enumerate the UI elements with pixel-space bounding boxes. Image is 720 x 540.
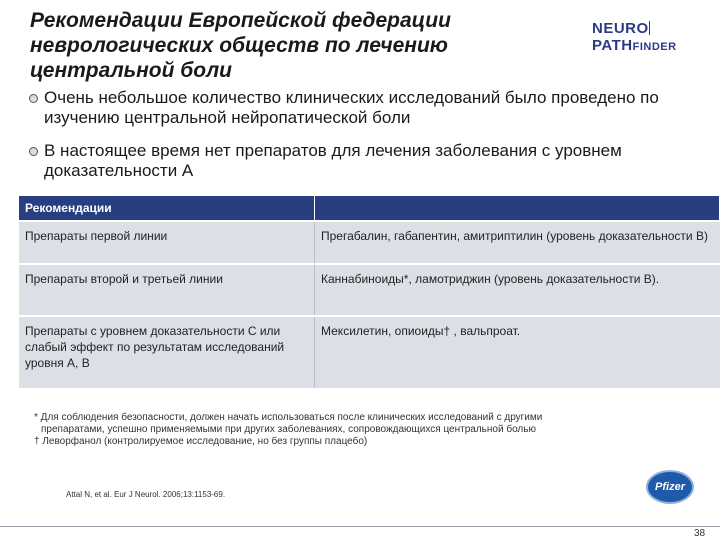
logo-part-path: PATH: [592, 37, 633, 54]
footnote-2: † Леворфанол (контролируемое исследование, но без группы плацебо): [34, 436, 368, 447]
reference-citation: Attal N, et al. Eur J Neurol. 2006;13:1153-69.: [66, 490, 226, 499]
table-cell-drugs: Каннабиноиды*, ламотриджин (уровень доказательности В).: [315, 264, 720, 316]
bullet-item: [28, 141, 698, 181]
table-row: [19, 221, 720, 264]
table-cell-category: Препараты первой линии: [19, 221, 315, 264]
table-row: [19, 316, 720, 388]
table-cell-category: Препараты второй и третьей линии: [19, 264, 315, 316]
bullet-list: [28, 88, 698, 194]
pfizer-logo: Pfizer: [646, 470, 694, 504]
logo-divider: [649, 21, 650, 35]
logo-part-finder: FINDER: [632, 41, 677, 53]
footnote-1: * Для соблюдения безопасности, должен начать использоваться после клинических исследований с другими: [34, 412, 543, 423]
bullet-item: [28, 88, 698, 128]
footnote-1-continued: препаратами, успешно применяемыми при других заболеваниях, сопровождающихся центральной болью: [41, 424, 536, 435]
logo-part-neuro: NEURO: [592, 20, 649, 37]
bullet-text: Очень небольшое количество клинических исследований было проведено по изучению центральной нейропатической боли: [44, 88, 659, 127]
footer-divider: [0, 526, 720, 527]
table-header-cell: Рекомендации: [19, 196, 315, 221]
table-cell-drugs: Прегабалин, габапентин, амитриптилин (уровень доказательности В): [315, 221, 720, 264]
table-row: [19, 264, 720, 316]
recommendations-table: [19, 196, 720, 388]
table-cell-drugs: Мексилетин, опиоиды† , вальпроат.: [315, 316, 720, 388]
slide-title: Рекомендации Европейской федерации неврологических обществ по лечению центральной боли: [30, 9, 451, 82]
table-header-row: [19, 196, 720, 221]
page-number: 38: [694, 528, 706, 539]
bullet-text: В настоящее время нет препаратов для лечения заболевания с уровнем доказательности А: [44, 141, 622, 180]
bullet-dot-icon: [29, 147, 38, 156]
neuropathfinder-logo: [592, 20, 720, 54]
bullet-dot-icon: [29, 94, 38, 103]
table-cell-category: Препараты с уровнем доказательности С или слабый эффект по результатам исследований уровня А, В: [19, 316, 315, 388]
table-header-cell: [315, 196, 720, 221]
footnotes: [34, 412, 674, 448]
